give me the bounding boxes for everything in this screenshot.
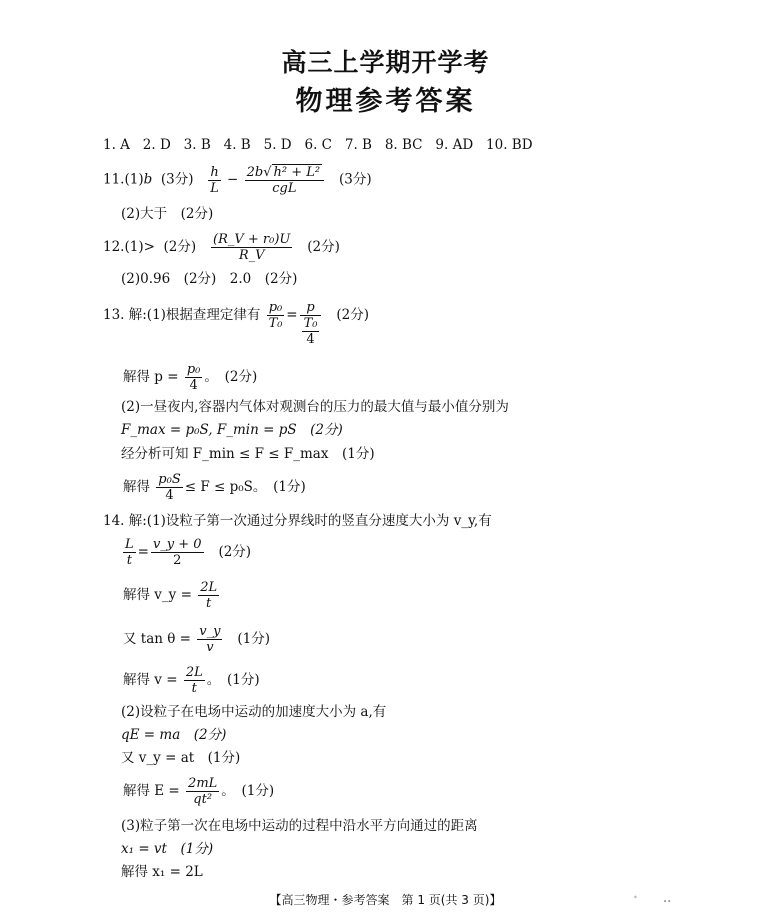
fraction-2mL-qt2 [186,776,219,807]
fraction-vy-v [197,624,222,655]
mc-answer: 8. BC [384,137,423,153]
coefficient: 2b [246,165,264,180]
fraction-2L-t [198,580,219,611]
solution-suffix: 。 (2分) [204,369,258,385]
denominator: 4 [189,378,198,393]
fraction-vy-2 [151,537,204,568]
q14-part2-intro: (2)设粒子在电场中运动的加速度大小为 a,有 [121,704,387,720]
numerator: L [125,537,134,552]
solution-prefix: 解得 v = [123,672,178,688]
denominator: 4 [165,488,174,503]
q13-final [123,472,306,503]
numerator: p₀S [158,472,181,487]
score: (1分) [237,631,270,647]
numerator: v_y + 0 [152,537,202,552]
mc-answers [103,136,533,154]
fraction-voltage [211,232,292,263]
fraction-h-over-L [208,165,220,196]
q14-intro: 14. 解:(1)设粒子第一次通过分界线时的竖直分速度大小为 v_y,有 [103,513,492,529]
q14-eq3 [123,624,270,655]
mc-answer: 4. B [223,137,251,153]
fraction-root [245,164,324,196]
sqrt-body: h² + L² [273,165,321,180]
denominator: t [126,553,132,568]
solution-prefix: 解得 [123,479,150,495]
corner-mark: •• [663,898,672,906]
score: (3分) [339,171,372,188]
equals-sign: = [286,307,298,323]
page-footer: 【高三物理・参考答案 第 1 页(共 3 页)】 [269,893,502,907]
q13-forces: F_max = p₀S, F_min = pS (2分) [121,422,343,438]
minus-sign: − [227,171,239,188]
q14-eq6: 又 v_y = at (1分) [121,750,241,766]
q11-answer [103,164,372,196]
denominator: 2 [173,553,182,568]
q13-solution-p [123,362,257,393]
question-number: 11. [103,171,125,188]
denominator: cgL [272,181,297,196]
q11-part2: (2)大于 (2分) [121,206,214,222]
q14-eq8: x₁ = vt (1分) [121,841,214,857]
denominator: t [206,596,212,611]
q13-answer [103,300,369,347]
part-label: (1) [124,171,144,188]
q14-eq1: $\frac{L}{t}$ = $\frac{v\_y + 0}{2}$ (2分) [125,537,252,568]
score: (2分) [163,239,197,255]
numerator: T₀ [303,316,318,331]
numerator: p [300,300,322,316]
score: (2分) [307,239,340,255]
denominator: t [191,681,197,696]
solution-prefix: 解得 E = [123,783,180,799]
nested-fraction [302,316,320,347]
denominator [300,316,322,347]
numerator: p₀ [186,362,201,377]
q13-part2-intro: (2)一昼夜内,容器内气体对观测台的压力的最大值与最小值分别为 [121,399,509,415]
mc-answer: 3. B [183,137,211,153]
mc-answer: 7. B [344,137,372,153]
solution-prefix: 解得 v_y = [123,587,192,603]
q13-text: 13. 解:(1)根据查理定律有 [103,307,261,323]
numerator: 2L [200,580,218,595]
page-title: 高三上学期开学考 [281,48,490,77]
numerator: 2b√ h² + L² [245,164,324,181]
mc-answer: 2. D [142,137,171,153]
mc-answer: 9. AD [435,137,474,153]
numerator: (R_V + r₀)U [213,232,291,247]
score: (2分) [218,544,252,560]
numerator: 2mL [188,776,218,791]
part-label: (1)> [124,239,155,255]
solution-suffix: ≤ F ≤ p₀S。 (1分) [184,479,306,495]
solution-prefix: 解得 p = [123,369,179,385]
solution-suffix: 。 (1分) [221,783,275,799]
denominator: 4 [306,332,315,347]
numerator: h [210,164,219,180]
numerator: 2L [185,665,203,680]
solution-suffix: 。 (1分) [206,672,260,688]
denominator: T₀ [268,316,283,331]
solution-prefix: 又 tan θ = [123,631,191,647]
denominator: qt² [193,792,213,807]
q14-eq7 [123,776,274,807]
denominator: L [210,180,219,196]
q14-eq5: qE = ma (2分) [121,727,227,743]
fraction-p0-4 [185,362,203,393]
answer-b: b [143,171,153,188]
fraction-p0-T0 [267,300,285,331]
q12-answer [103,232,340,263]
score: (3分) [160,171,194,188]
score: (2分) [336,307,369,323]
mc-answer: 10. BD [486,137,533,153]
mc-answer: 6. C [304,137,332,153]
numerator: p₀ [268,300,283,315]
fraction-L-t [123,537,136,568]
q14-eq9: 解得 x₁ = 2L [121,864,203,880]
fraction-p0S-4 [156,472,182,503]
fraction-2L-t [184,665,205,696]
question-number: 12. [103,239,125,255]
q12-part2: (2)0.96 (2分) 2.0 (2分) [121,271,298,287]
numerator: v_y [199,624,221,639]
q14-part3-intro: (3)粒子第一次在电场中运动的过程中沿水平方向通过的距离 [121,818,478,834]
mc-answer: 1. A [103,137,130,153]
denominator: R_V [238,248,265,263]
denominator: v [206,640,214,655]
fraction-p-T0-4 [300,300,322,347]
q13-analysis: 经分析可知 F_min ≤ F ≤ F_max (1分) [121,446,375,462]
mc-answer: 5. D [263,137,292,153]
page-subtitle: 物理参考答案 [295,86,476,117]
q14-eq4 [123,665,260,696]
corner-mark: ∗ [633,893,638,901]
q14-eq2 [123,580,221,611]
